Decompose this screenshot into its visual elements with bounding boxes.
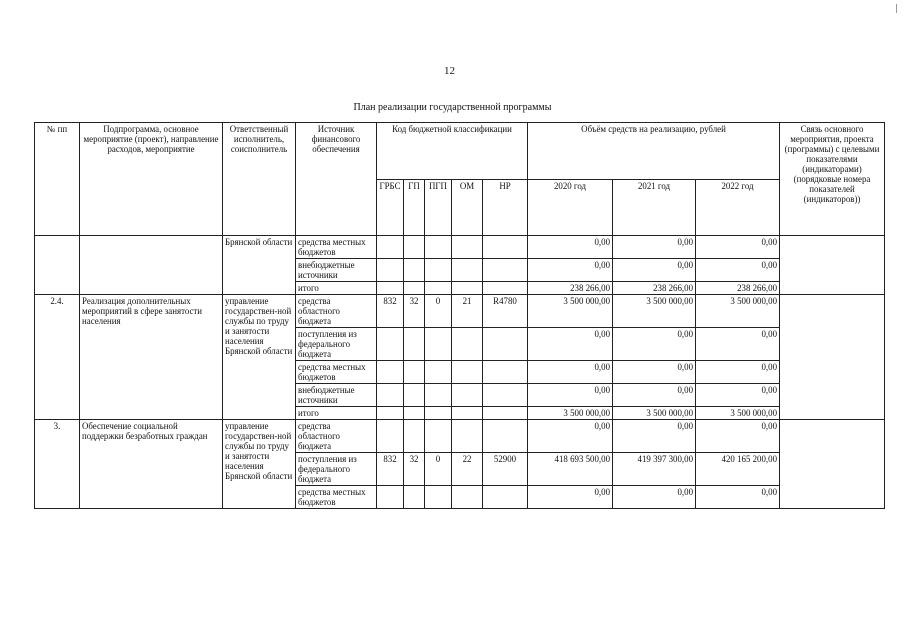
cell-2022: 238 266,00 [696,282,780,295]
row-source: поступления из федерального бюджета [296,328,377,361]
header-source: Источник финансового обеспечения [296,123,377,236]
row-program: Обеспечение социальной поддержки безработных граждан [80,420,223,509]
row-source: итого [296,282,377,295]
cell-2022: 420 165 200,00 [696,453,780,486]
header-2020: 2020 год [528,179,613,236]
header-budget-code: Код бюджетной классификации [377,123,528,180]
header-grbs: ГРБС [377,179,404,236]
cell-gp: 32 [404,453,425,486]
plan-table [34,122,885,509]
header-pgp: ПГП [425,179,452,236]
cell-om: 21 [452,295,483,328]
table-row [35,295,885,328]
header-gp: ГП [404,179,425,236]
cell-2021: 0,00 [613,486,696,509]
header-om: ОМ [452,179,483,236]
row-source: итого [296,407,377,420]
cell-2022: 0,00 [696,420,780,453]
row-source: внебюджетные источники [296,259,377,282]
header-num: № пп [35,123,80,236]
cell-pgp: 0 [425,453,452,486]
cell-2022: 0,00 [696,328,780,361]
cell-2020: 418 693 500,00 [528,453,613,486]
row-source: внебюджетные источники [296,384,377,407]
cell-2021: 419 397 300,00 [613,453,696,486]
cell-2021: 3 500 000,00 [613,407,696,420]
row-link [780,295,885,420]
row-source: средства местных бюджетов [296,361,377,384]
header-row-1 [35,123,885,180]
row-source: средства областного бюджета [296,420,377,453]
cell-gp: 32 [404,295,425,328]
cell-grbs: 832 [377,453,404,486]
row-source: средства местных бюджетов [296,486,377,509]
cell-2022: 0,00 [696,384,780,407]
table-row [35,420,885,453]
cell-2021: 3 500 000,00 [613,295,696,328]
cell-2022: 3 500 000,00 [696,407,780,420]
cell-2021: 0,00 [613,361,696,384]
document-title: План реализации государственной программы [353,102,552,113]
row-executor: управление государствен-ной службы по труду и занятости населения Брянской области [223,420,296,509]
row-program [80,236,223,295]
page-number: 12 [444,65,455,77]
cell-2022: 3 500 000,00 [696,295,780,328]
cell-2021: 0,00 [613,328,696,361]
cell-2022: 0,00 [696,236,780,259]
header-2021: 2021 год [613,179,696,236]
row-program: Реализация дополнительных мероприятий в сфере занятости населения [80,295,223,420]
cell-om: 22 [452,453,483,486]
cell-2020: 3 500 000,00 [528,407,613,420]
cell-2020: 0,00 [528,420,613,453]
row-num: 2.4. [35,295,80,420]
row-source: средства местных бюджетов [296,236,377,259]
cell-2020: 238 266,00 [528,282,613,295]
row-num: 3. [35,420,80,509]
cell-2021: 0,00 [613,420,696,453]
cell-2021: 238 266,00 [613,282,696,295]
cell-2021: 0,00 [613,384,696,407]
row-source: средства областного бюджета [296,295,377,328]
cell-2022: 0,00 [696,361,780,384]
cell-2020: 3 500 000,00 [528,295,613,328]
cell-2020: 0,00 [528,384,613,407]
row-link [780,236,885,295]
cell-2021: 0,00 [613,259,696,282]
row-executor: управление государствен-ной службы по труду и занятости населения Брянской области [223,295,296,420]
cell-2020: 0,00 [528,486,613,509]
row-link [780,420,885,509]
header-link: Связь основного мероприятия, проекта (программы) с целевыми показателями (индикаторами) (порядковые номера показателей (индикаторов)) [780,123,885,236]
row-num [35,236,80,295]
row-executor: Брянской области [223,236,296,295]
table-row [35,236,885,259]
cell-2020: 0,00 [528,236,613,259]
cell-2020: 0,00 [528,361,613,384]
cell-2020: 0,00 [528,259,613,282]
cell-grbs: 832 [377,295,404,328]
row-source: поступления из федерального бюджета [296,453,377,486]
cell-pgp: 0 [425,295,452,328]
cell-2022: 0,00 [696,486,780,509]
header-executor: Ответственный исполнитель, соисполнитель [223,123,296,236]
header-volume: Объём средств на реализацию, рублей [528,123,780,180]
cell-2020: 0,00 [528,328,613,361]
cell-2022: 0,00 [696,259,780,282]
header-2022: 2022 год [696,179,780,236]
header-program: Подпрограмма, основное мероприятие (проект), направление расходов, мероприятие [80,123,223,236]
cell-np: 52900 [483,453,528,486]
header-np: НР [483,179,528,236]
scan-edge-mark [896,4,897,13]
cell-np: R4780 [483,295,528,328]
cell-2021: 0,00 [613,236,696,259]
